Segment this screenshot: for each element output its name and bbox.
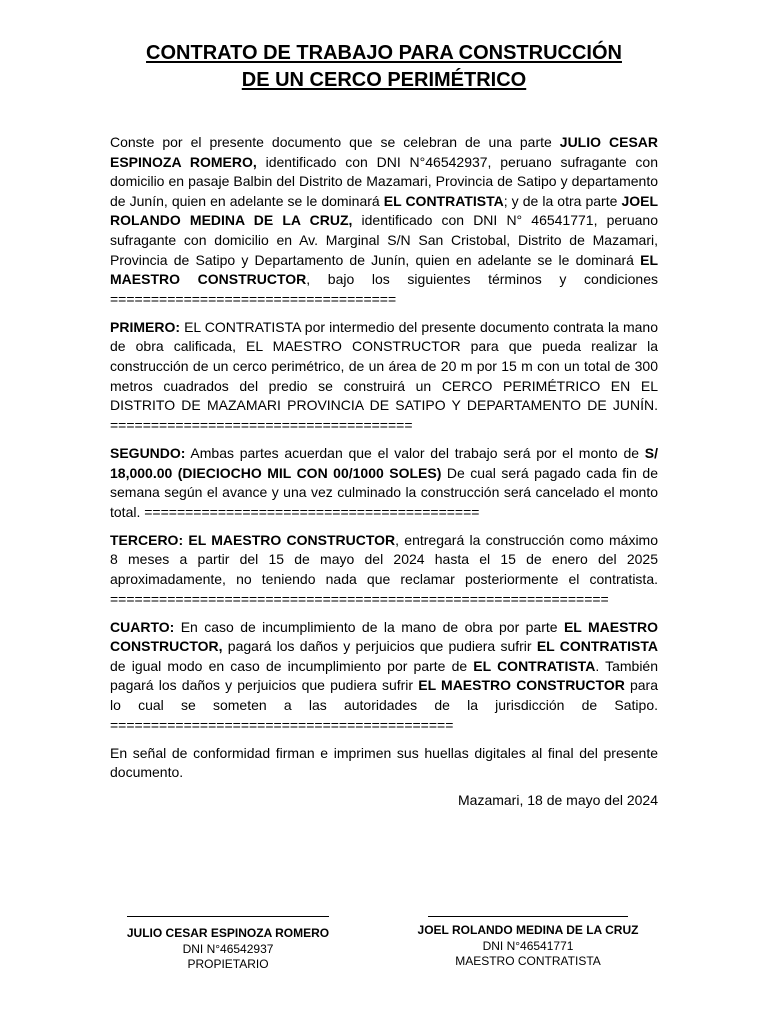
signature-block-owner	[98, 916, 358, 973]
clause-label: SEGUNDO:	[110, 444, 186, 461]
clause-text: . También pagará los daños y perjuicios que pudiera sufrir	[110, 657, 658, 694]
signature-line	[428, 916, 628, 917]
party-two-alias: EL MAESTRO CONSTRUCTOR	[110, 251, 658, 288]
clause-text: En caso de incumplimiento de la mano de obra por parte	[174, 618, 564, 635]
clause-text: De cual será pagado cada fin de semana según el avance y una vez culminado la construcción será cancelado el monto total. =========================================	[110, 464, 658, 520]
intro-text: identificado con DNI N°46542937, peruano sufragante con domicilio en pasaje Balbin del Distrito de Mazamari, Provincia de Satipo y departamento de Junín, quien en adelante se le dominará	[110, 153, 659, 209]
contract-amount: S/ 18,000.00 (DIECIOCHO MIL CON 00/1000 SOLES)	[110, 444, 658, 481]
clause-primero	[110, 318, 658, 436]
signer-role: PROPIETARIO	[187, 957, 269, 971]
title-line-2: DE UN CERCO PERIMÉTRICO	[241, 69, 527, 91]
document-title	[80, 40, 688, 94]
party-one-name: JULIO CESAR ESPINOZA ROMERO,	[110, 134, 659, 170]
party-alias: EL MAESTRO CONSTRUCTOR	[418, 677, 625, 694]
party-one-alias: EL CONTRATISTA	[383, 192, 504, 209]
intro-text: ; y de la otra parte	[503, 192, 622, 209]
intro-text: Conste por el presente documento que se celebran de una parte	[110, 134, 560, 150]
place-date: Mazamari, 18 de mayo del 2024	[458, 792, 658, 809]
clause-text: pagará los daños y perjuicios que pudiera sufrir	[222, 638, 537, 655]
signer-dni: DNI N°46542937	[182, 941, 274, 956]
contract-body	[110, 133, 658, 820]
party-alias: EL CONTRATISTA	[473, 657, 596, 674]
intro-paragraph	[110, 133, 658, 309]
signer-dni: DNI N°46541771	[482, 938, 574, 953]
clause-text: Ambas partes acuerdan que el valor del trabajo será por el monto de	[185, 444, 645, 461]
clause-label: PRIMERO:	[110, 318, 180, 335]
clause-label: CUARTO:	[110, 618, 175, 635]
title-line-1: CONTRATO DE TRABAJO PARA CONSTRUCCIÓN	[146, 42, 622, 64]
party-two-name: JOEL ROLANDO MEDINA DE LA CRUZ,	[110, 192, 659, 229]
clause-tercero	[110, 531, 658, 609]
signer-role: MAESTRO CONTRATISTA	[455, 954, 601, 968]
intro-text: , bajo los siguientes términos y condiciones ===================================	[110, 271, 658, 307]
clause-text: , entregará la construcción como máximo 8 meses a partir del 15 de mayo del 2024 hasta el 15 de enero del 2025 aproximadamente, no teniendo nada que reclamar posteriormente el contratista. =============================================================	[110, 531, 659, 607]
clause-segundo	[110, 444, 658, 522]
signer-name: JULIO CESAR ESPINOZA ROMERO	[126, 926, 330, 940]
clause-text: de igual modo en caso de incumplimiento por parte de	[110, 657, 474, 674]
clause-text: EL CONTRATISTA por intermedio del presente documento contrata la mano de obra calificada, EL MAESTRO CONSTRUCTOR para que pueda realizar la construcción de un cerco perimétrico, de un área de 20 m por 15 m con un total de 300 metros cuadrados del predio se construirá un CERCO PERIMÉTRICO EN EL DISTRITO DE MAZAMARI PROVINCIA DE SATIPO Y DEPARTAMENTO DE JUNÍN. =====================================	[110, 318, 658, 433]
party-alias: EL MAESTRO CONSTRUCTOR,	[110, 618, 659, 655]
clause-cuarto	[110, 618, 658, 736]
clause-text: para lo cual se someten a las autoridades de la jurisdicción de Satipo. ==========================================	[110, 677, 659, 733]
signer-name: JOEL ROLANDO MEDINA DE LA CRUZ	[417, 923, 639, 937]
party-alias: EL CONTRATISTA	[536, 638, 658, 655]
closing-paragraph: En señal de conformidad firman e imprimen sus huellas digitales al final del presente documento.	[110, 744, 658, 781]
signature-line	[127, 916, 329, 917]
intro-text: identificado con DNI N° 46541771, peruano sufragante con domicilio en Av. Marginal S/N San Cristobal, Distrito de Mazamari, Provincia de Satipo y Departamento de Junín, quien en adelante se le dominará	[110, 212, 658, 268]
clause-label: TERCERO: EL MAESTRO CONSTRUCTOR	[110, 531, 396, 548]
signature-block-contractor	[398, 916, 658, 970]
